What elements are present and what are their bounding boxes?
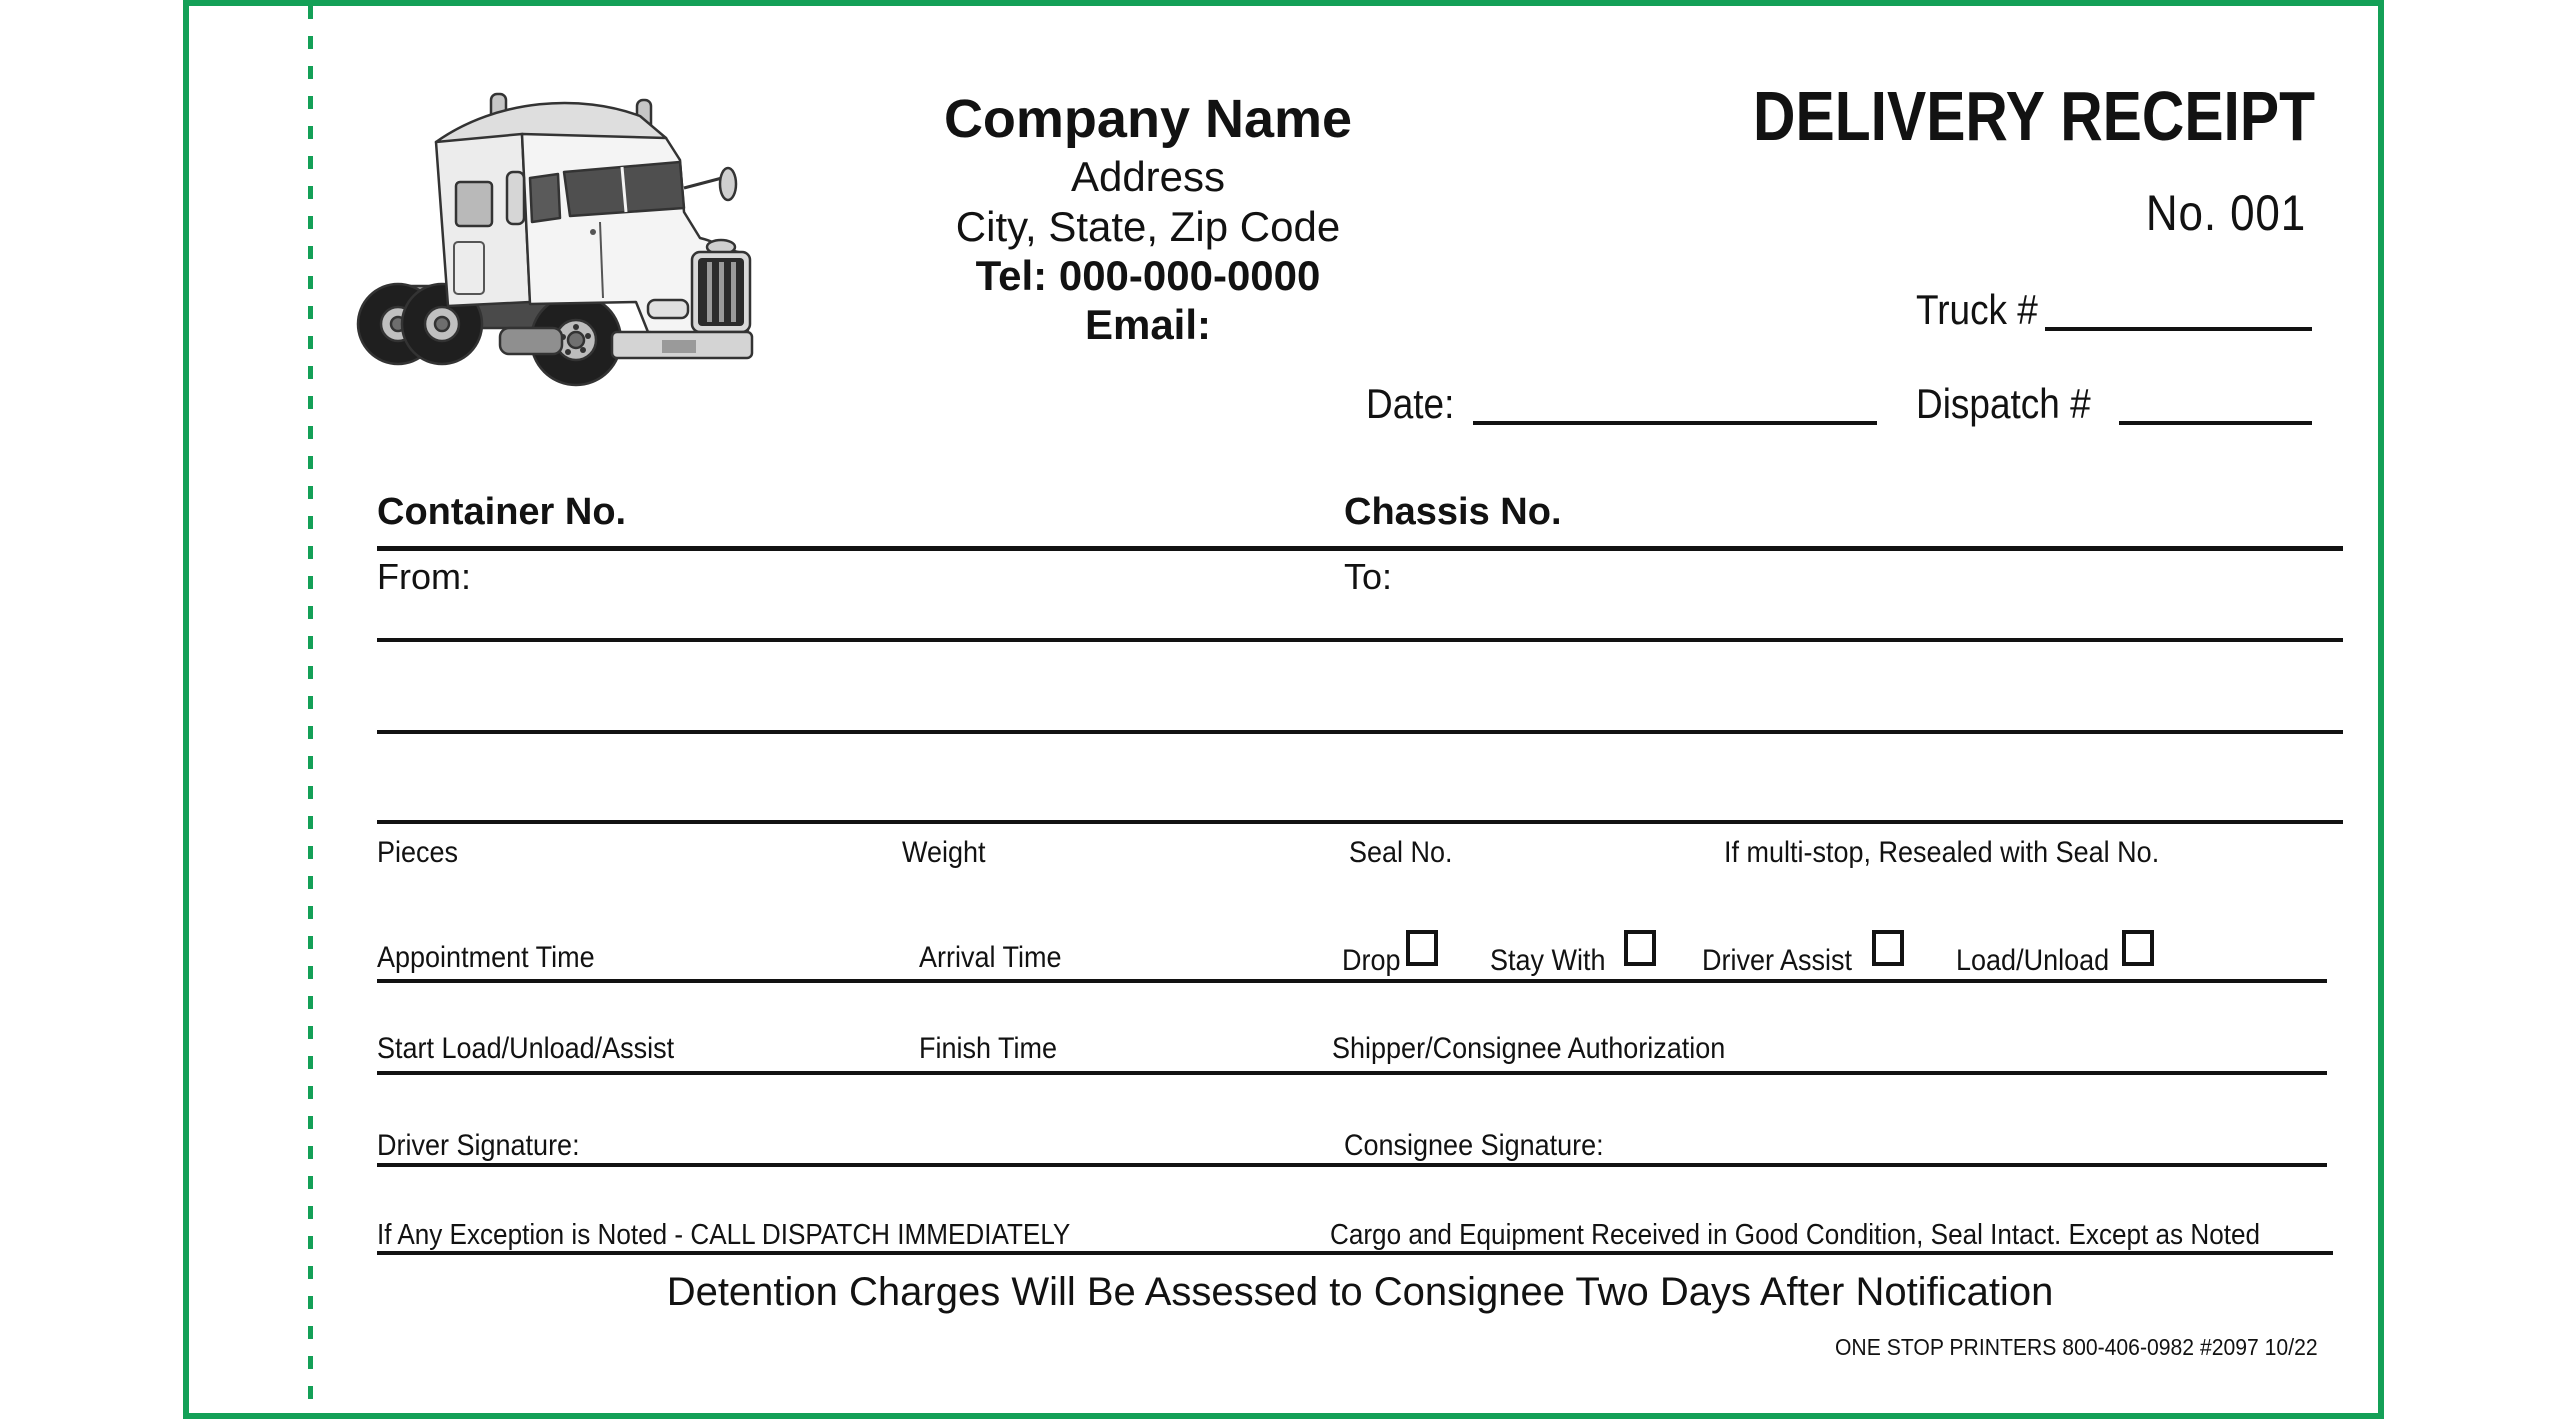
container-chassis-line[interactable] bbox=[377, 546, 2343, 551]
start-row-line[interactable] bbox=[377, 1071, 2327, 1075]
address-line-3[interactable] bbox=[377, 820, 2343, 824]
stay-with-checkbox[interactable] bbox=[1624, 930, 1656, 966]
drop-checkbox[interactable] bbox=[1406, 930, 1438, 966]
address-line-1[interactable] bbox=[377, 638, 2343, 642]
appointment-time-label: Appointment Time bbox=[377, 941, 595, 974]
company-name: Company Name bbox=[943, 89, 1353, 149]
address-line-2[interactable] bbox=[377, 730, 2343, 734]
company-city-state-zip: City, State, Zip Code bbox=[955, 203, 1341, 250]
weight-label: Weight bbox=[902, 836, 986, 869]
cargo-note: Cargo and Equipment Received in Good Condition, Seal Intact. Except as Noted bbox=[1330, 1219, 2261, 1251]
appointment-row-line[interactable] bbox=[377, 979, 2327, 983]
driver-assist-checkbox[interactable] bbox=[1872, 930, 1904, 966]
drop-label: Drop bbox=[1342, 944, 1401, 977]
exception-row-line[interactable] bbox=[377, 1251, 2333, 1255]
pieces-label: Pieces bbox=[377, 836, 459, 869]
date-line[interactable] bbox=[1473, 421, 1877, 425]
start-load-label: Start Load/Unload/Assist bbox=[377, 1032, 675, 1065]
driver-signature-label: Driver Signature: bbox=[377, 1129, 580, 1162]
authorization-label: Shipper/Consignee Authorization bbox=[1332, 1032, 1726, 1065]
truck-number-line[interactable] bbox=[2045, 327, 2312, 331]
consignee-signature-label: Consignee Signature: bbox=[1344, 1129, 1604, 1162]
seal-number-label: Seal No. bbox=[1349, 836, 1453, 869]
stay-with-label: Stay With bbox=[1490, 944, 1606, 977]
form-title: DELIVERY RECEIPT bbox=[1753, 77, 2315, 155]
finish-time-label: Finish Time bbox=[919, 1032, 1058, 1065]
truck-illustration bbox=[350, 40, 820, 400]
from-label: From: bbox=[377, 556, 471, 597]
multistop-reseal-label: If multi-stop, Resealed with Seal No. bbox=[1724, 836, 2160, 869]
receipt-number: No. 001 bbox=[2145, 185, 2306, 241]
signature-row-line[interactable] bbox=[377, 1163, 2327, 1167]
company-email: Email: bbox=[1084, 301, 1212, 348]
printer-info: ONE STOP PRINTERS 800-406-0982 #2097 10/22 bbox=[1835, 1334, 2318, 1360]
load-unload-label: Load/Unload bbox=[1956, 944, 2110, 977]
dispatch-number-line[interactable] bbox=[2119, 421, 2312, 425]
truck-number-label: Truck # bbox=[1916, 286, 2038, 333]
load-unload-checkbox[interactable] bbox=[2122, 930, 2154, 966]
to-label: To: bbox=[1344, 556, 1393, 597]
company-tel: Tel: 000-000-0000 bbox=[975, 252, 1321, 299]
detention-notice: Detention Charges Will Be Assessed to Consignee Two Days After Notification bbox=[666, 1270, 2054, 1314]
container-number-label: Container No. bbox=[377, 491, 627, 533]
exception-note: If Any Exception is Noted - CALL DISPATCH IMMEDIATELY bbox=[377, 1219, 1071, 1251]
date-label: Date: bbox=[1366, 380, 1455, 427]
perforation-dashed-line bbox=[308, 6, 313, 1413]
dispatch-number-label: Dispatch # bbox=[1916, 380, 2091, 427]
arrival-time-label: Arrival Time bbox=[919, 941, 1062, 974]
driver-assist-label: Driver Assist bbox=[1702, 944, 1853, 977]
company-address: Address bbox=[1070, 153, 1226, 200]
chassis-number-label: Chassis No. bbox=[1344, 491, 1562, 533]
